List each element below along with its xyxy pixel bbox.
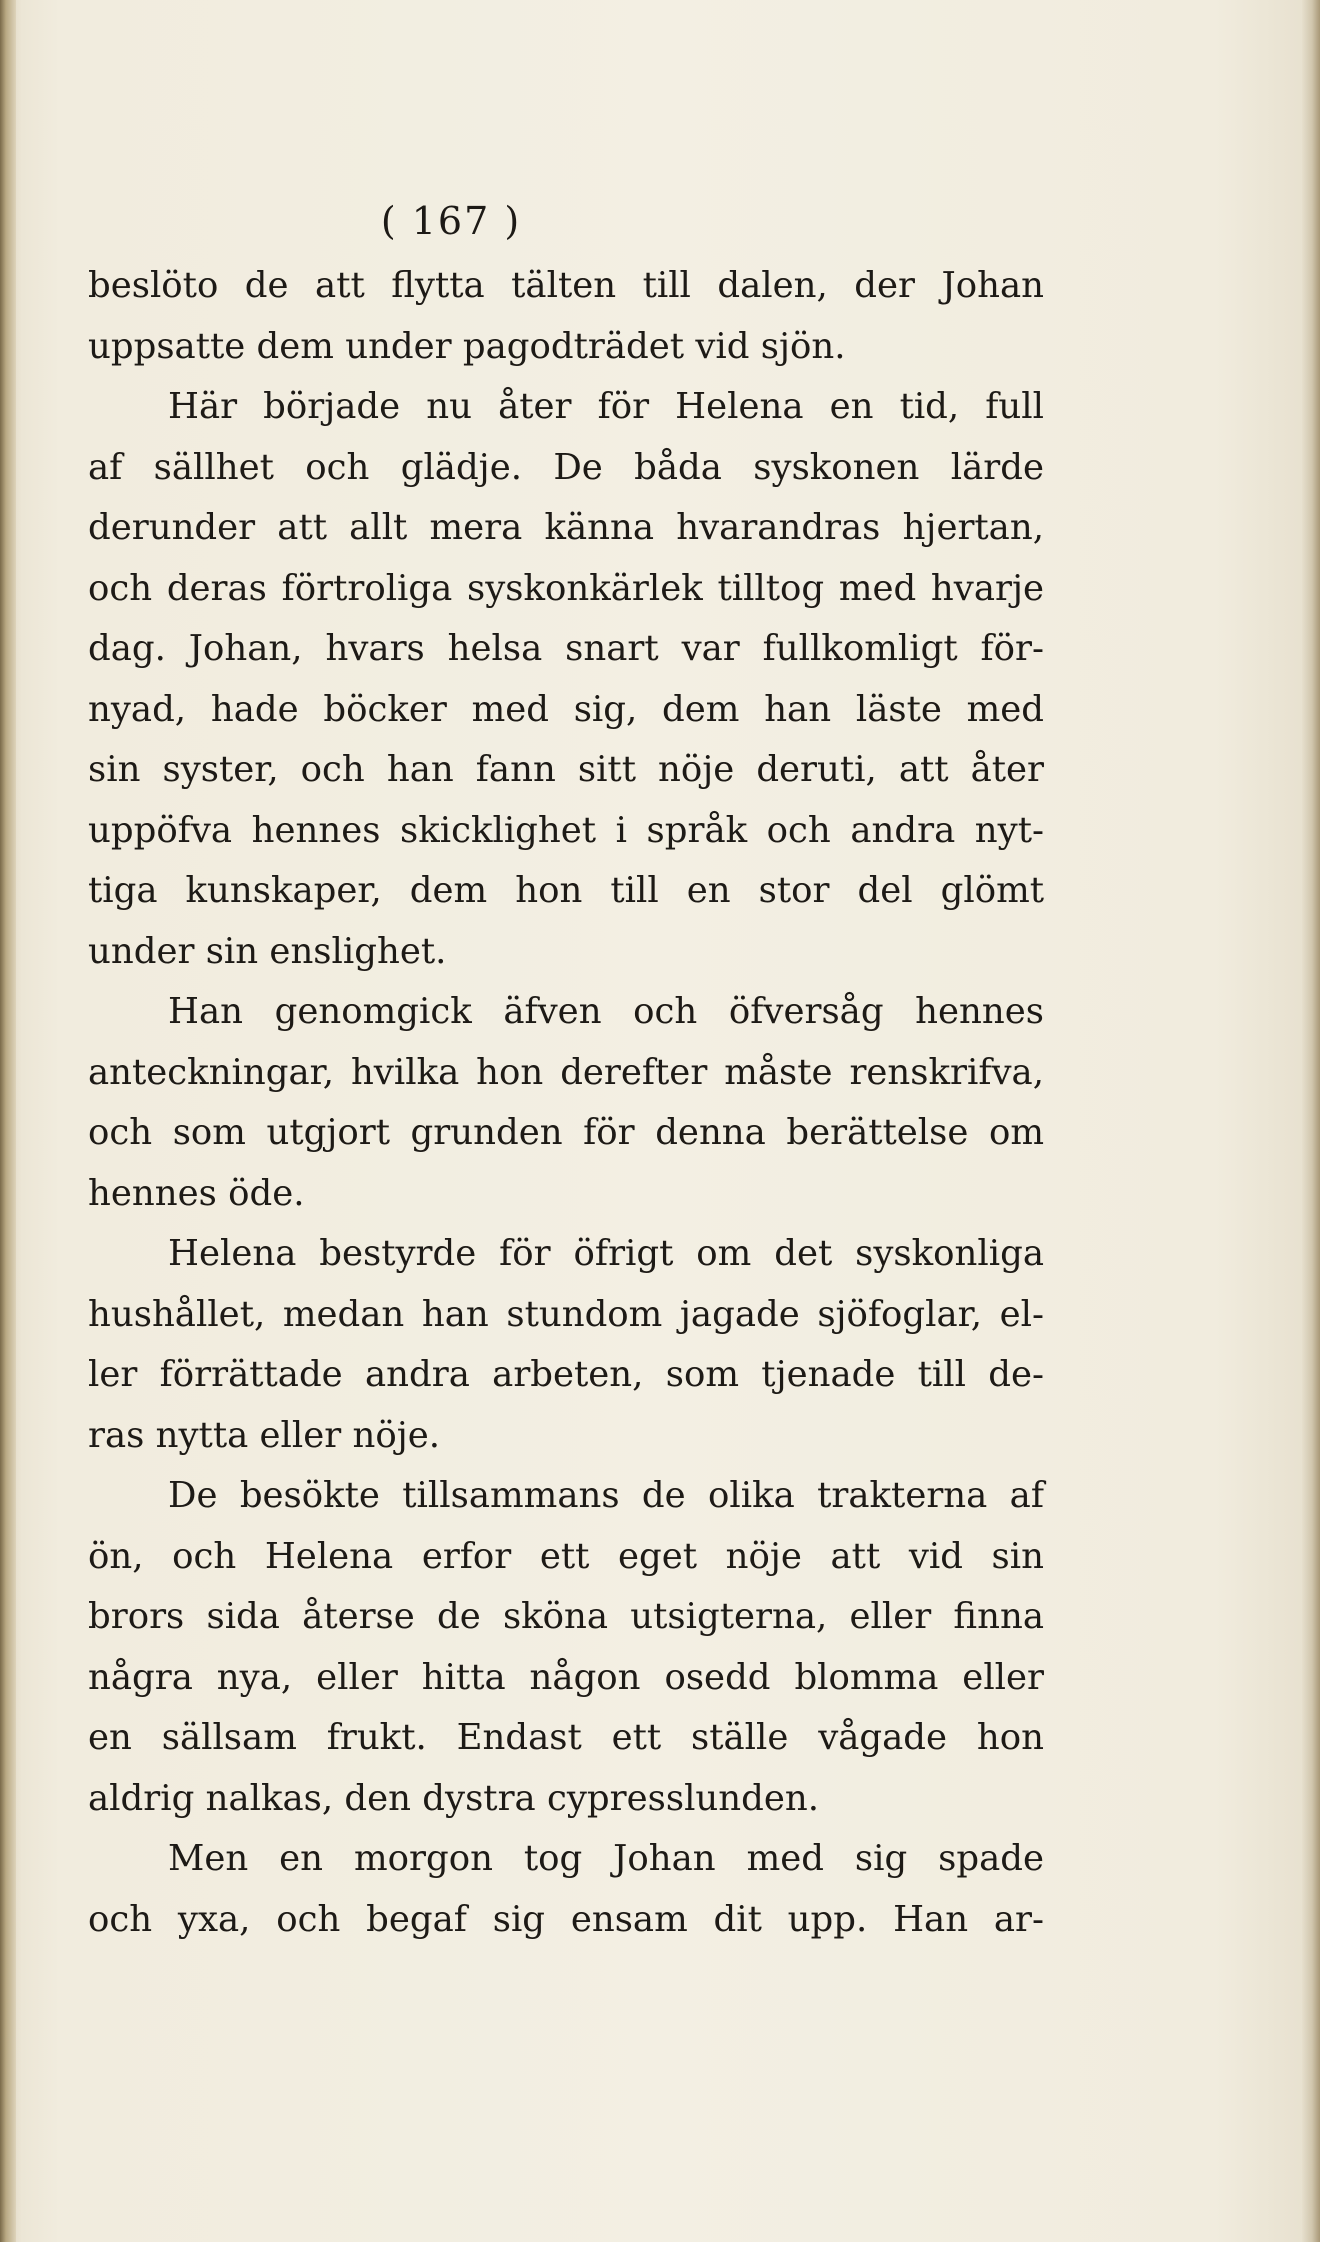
text-line: Helena bestyrde för öfrigt om det syskonliga — [168, 1233, 1044, 1274]
paragraph-6 — [88, 1829, 1044, 1950]
paragraph-1 — [88, 256, 1044, 377]
page-number: ( 167 ) — [380, 199, 522, 243]
text-line: aldrig nalkas, den dystra cypresslunden. — [88, 1777, 820, 1819]
page-text — [88, 186, 1044, 1950]
text-line: en sällsam frukt. Endast ett ställe vågade hon — [88, 1717, 1044, 1758]
text-line: nyad, hade böcker med sig, dem han läste med — [88, 688, 1044, 730]
text-line: Men en morgon tog Johan med sig spade — [168, 1838, 1044, 1879]
text-line: under sin enslighet. — [88, 930, 447, 972]
text-line: beslöto de att flytta tälten till dalen, der Johan — [88, 265, 1044, 306]
text-line: Han genomgick äfven och öfversåg hennes — [168, 991, 1044, 1032]
text-line: hennes öde. — [88, 1172, 305, 1214]
text-line: sin syster, och han fann sitt nöje deruti, att åter — [88, 749, 1044, 790]
text-line: och deras förtroliga syskonkärlek tilltog med hvarje — [88, 567, 1044, 609]
page-binding-edge — [0, 0, 16, 2242]
text-line: ler förrättade andra arbeten, som tjenade till de- — [88, 1354, 1044, 1395]
text-line: hushållet, medan han stundom jagade sjöfoglar, el- — [88, 1293, 1044, 1335]
text-line: ras nytta eller nöje. — [88, 1414, 441, 1456]
text-line: ön, och Helena erfor ett eget nöje att vid sin — [88, 1535, 1044, 1577]
text-line: några nya, eller hitta någon osedd blomma eller — [88, 1656, 1044, 1698]
paragraph-2 — [88, 377, 1044, 982]
text-line: af sällhet och glädje. De båda syskonen lärde — [88, 446, 1044, 488]
text-line: brors sida återse de sköna utsigterna, eller finna — [88, 1596, 1044, 1637]
text-line: derunder att allt mera känna hvarandras hjertan, — [88, 507, 1044, 548]
text-line: och som utgjort grunden för denna berättelse om — [88, 1112, 1044, 1153]
paragraph-3 — [88, 982, 1044, 1224]
paragraph-4 — [88, 1224, 1044, 1466]
text-line: och yxa, och begaf sig ensam dit upp. Han ar- — [88, 1898, 1044, 1940]
page-outer-edge — [1302, 0, 1320, 2242]
text-line: dag. Johan, hvars helsa snart var fullkomligt för- — [88, 628, 1044, 669]
text-line: uppsatte dem under pagodträdet vid sjön. — [88, 325, 846, 367]
text-line: tiga kunskaper, dem hon till en stor del glömt — [88, 870, 1044, 911]
text-line: uppöfva hennes skicklighet i språk och andra nyt- — [88, 809, 1044, 851]
text-line: Här började nu åter för Helena en tid, full — [168, 386, 1044, 427]
text-line: De besökte tillsammans de olika trakterna af — [168, 1475, 1044, 1516]
text-line: anteckningar, hvilka hon derefter måste renskrifva, — [88, 1051, 1044, 1093]
paragraph-5 — [88, 1466, 1044, 1829]
